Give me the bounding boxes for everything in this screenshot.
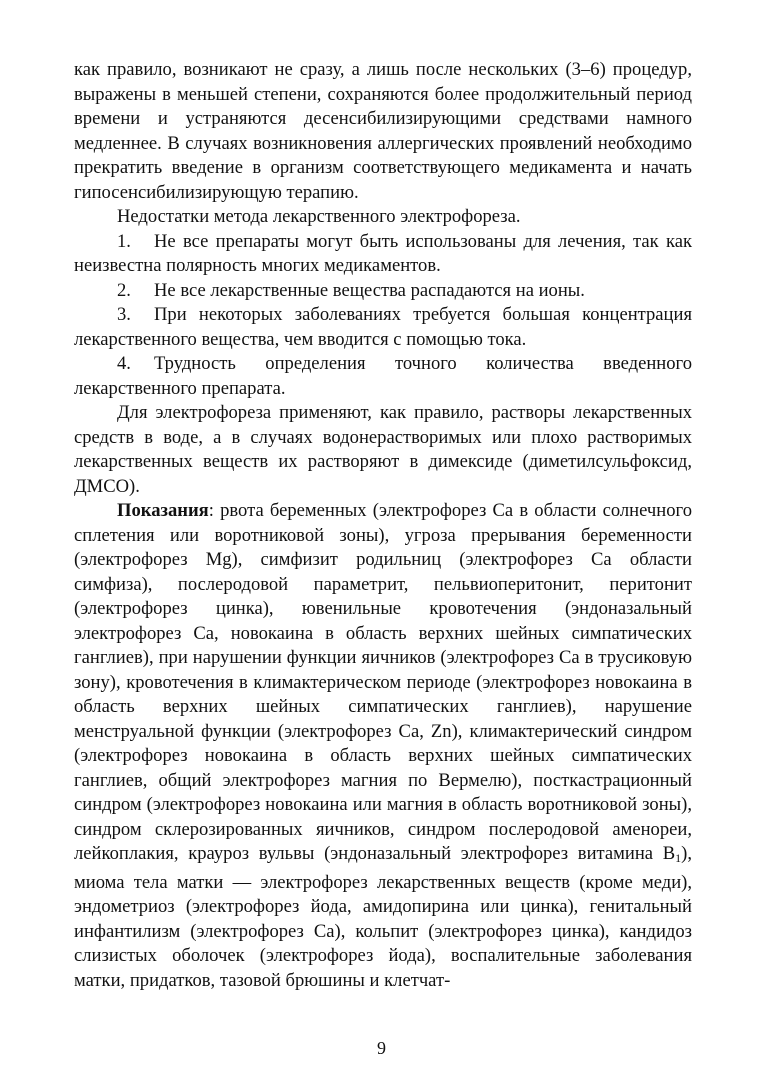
indications-label: Показания bbox=[117, 500, 209, 521]
drawback-number: 2. bbox=[117, 279, 131, 301]
drawback-number: 3. bbox=[117, 304, 131, 325]
drawback-item bbox=[74, 303, 692, 352]
intro-paragraph: как правило, возникают не сразу, а лишь после нескольких (3–6) процедур, выражены в меньшей степени, сохраняются более продолжительный период времени и устраняются десенсибилизирующими средствами намного медленнее. В случаях возникновения аллергических проявлений необходимо прекратить введение в организм соответствующего медикамента и начать гипосенсибилизирующую терапию. bbox=[74, 59, 692, 203]
drawbacks-heading: Недостатки метода лекарственного электрофореза. bbox=[117, 206, 521, 227]
drawback-item bbox=[74, 230, 692, 279]
indications-paragraph bbox=[74, 499, 692, 993]
drawback-item bbox=[74, 352, 692, 401]
drawback-number: 1. bbox=[117, 230, 131, 252]
indications-text-part-2: ), миома тела матки — электрофорез лекарственных веществ (кроме меди), эндометриоз (электрофорез йода, амидопирина или цинка), генитальный инфантилизм (электрофорез Ca), кольпит (электрофорез цинка), кандидоз слизистых оболочек (электрофорез йода), воспалительные заболевания матки, придатков, тазовой брюшины и клетчат- bbox=[74, 843, 692, 991]
page-number: 9 bbox=[377, 1038, 386, 1058]
solvent-paragraph: Для электрофореза применяют, как правило, растворы лекарственных средств в воде, а в случаях водонерастворимых или плохо растворимых лекарственных веществ их растворяют в димексиде (диметилсульфоксид, ДМСО). bbox=[74, 402, 692, 497]
drawback-text: Не все лекарственные вещества распадаются на ионы. bbox=[154, 279, 585, 301]
page-body bbox=[74, 58, 692, 993]
drawback-text: Трудность определения точного количества введенного лекарственного препарата. bbox=[74, 353, 692, 399]
indications-text-part-1: : рвота беременных (электрофорез Ca в области солнечного сплетения или воротниковой зоны), угроза прерывания беременности (электрофорез Mg), симфизит родильниц (электрофорез Ca области симфиза), послеродовой параметрит, пельвиоперитонит, перитонит (электрофорез цинка), ювенильные кровотечения (эндоназальный электрофорез Ca, новокаина в область верхних шейных симпатических ганглиев), при нарушении функции яичников (электрофорез Ca в трусиковую зону), кровотечения в климактерическом периоде (электрофорез новокаина в область верхних шейных симпатических ганглиев), нарушение менструальной функции (электрофорез Ca, Zn), климактерический синдром (электрофорез новокаина в область верхних шейных симпатических ганглиев, общий электрофорез магния по Вермелю), посткастрационный синдром (электрофорез новокаина или магния в область воротниковой зоны), синдром склерозированных яичников, синдром послеродовой аменореи, лейкоплакия, крауроз вульвы (эндоназальный электрофорез витамина B bbox=[74, 500, 692, 864]
drawback-number: 4. bbox=[117, 353, 131, 374]
drawback-text: Не все препараты могут быть использованы для лечения, так как неизвестна полярность многих медикаментов. bbox=[74, 230, 692, 276]
drawback-text: При некоторых заболеваниях требуется большая концентрация лекарственного вещества, чем вводится с помощью тока. bbox=[74, 304, 692, 350]
vitamin-subscript: 1 bbox=[675, 851, 682, 865]
drawback-item bbox=[74, 279, 692, 304]
